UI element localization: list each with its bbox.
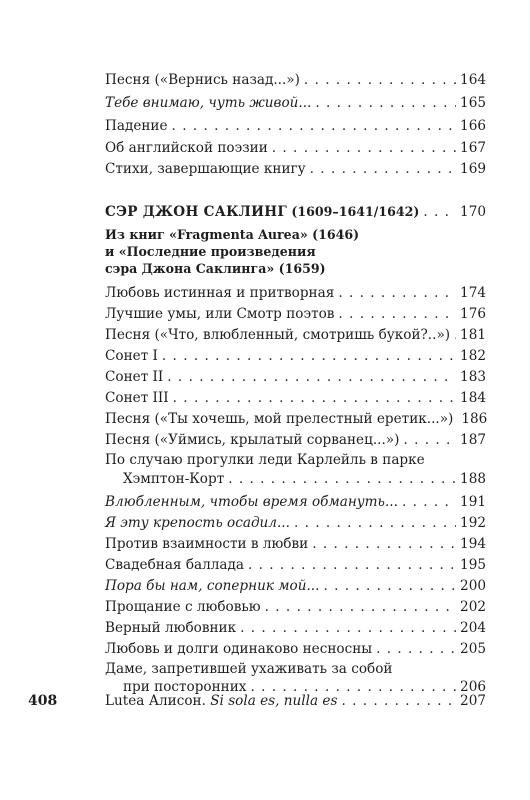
toc-entry-title: Сонет II [105, 369, 164, 385]
toc-entry-title [105, 692, 337, 710]
toc-entry-page: 207 [460, 693, 486, 709]
toc-entry-title-part: Si sola es, nulla es [210, 693, 338, 709]
toc-entry [105, 139, 486, 157]
toc-entry-page: 194 [460, 536, 486, 552]
toc-entry [105, 535, 486, 553]
toc-entry-title: Свадебная баллада [105, 557, 244, 573]
dot-leader [162, 347, 456, 365]
toc-entry-page: 204 [460, 620, 486, 636]
toc-entry-page: 184 [460, 390, 486, 406]
dot-leader [310, 160, 456, 178]
toc-entry [105, 326, 486, 344]
page-number: 408 [28, 693, 58, 709]
toc-entry-title: Лучшие умы, или Смотр поэтов [105, 306, 335, 322]
toc-entry-title: Любовь истинная и притворная [105, 285, 335, 301]
toc-entry-page: 191 [460, 494, 486, 510]
dot-leader [173, 389, 456, 407]
toc-entry-page: 165 [460, 95, 486, 111]
dot-leader [341, 692, 456, 710]
toc-entry [105, 347, 486, 365]
section-title [105, 203, 419, 221]
dot-leader [376, 640, 456, 658]
toc-entry-title: Прощание с любовью [105, 599, 261, 615]
section-page: 170 [460, 204, 486, 220]
toc-entry [105, 493, 486, 511]
toc-entry [105, 556, 486, 574]
dot-leader [240, 619, 456, 637]
source-line [105, 226, 359, 243]
toc-entry [105, 117, 486, 135]
toc-entry [105, 71, 486, 89]
toc-entry-title-part: Lutea Алисон. [105, 693, 206, 709]
dot-leader [338, 284, 456, 302]
toc-entry [105, 619, 486, 637]
dot-leader [315, 94, 456, 112]
toc-entry-page: 176 [460, 306, 486, 322]
toc-entry [105, 389, 486, 407]
toc-entry-title: Об английской поэзии [105, 140, 268, 156]
toc-entry-page: 182 [460, 348, 486, 364]
dot-leader [272, 139, 456, 157]
source-title: сэра Джона Саклинга» [105, 261, 275, 276]
toc-entry-title: Хэмптон-Корт [123, 471, 225, 487]
dot-leader [248, 556, 456, 574]
toc-entry-line: Даме, запретившей ухаживать за собой [105, 661, 393, 677]
toc-entry-page: 174 [460, 285, 486, 301]
dot-leader [323, 577, 456, 595]
toc-entry-page: 186 [461, 411, 488, 427]
toc-entry-page: 166 [460, 118, 486, 134]
toc-entry-page: 169 [460, 161, 486, 177]
toc-entry [105, 94, 486, 112]
toc-entry-title: Песня («Ты хочешь, мой прелестный еретик...») [105, 411, 454, 427]
toc-entry-title: Стихи, завершающие книгу [105, 161, 306, 177]
dot-leader [454, 326, 456, 344]
dot-leader [294, 514, 456, 532]
dot-leader [228, 470, 456, 488]
author-years: (1609–1641/1642) [291, 204, 420, 219]
toc-entry-title: Тебе внимаю, чуть живой... [105, 95, 312, 111]
toc-entry [105, 160, 486, 178]
toc-entry-page: 164 [460, 72, 486, 88]
toc-entry-title: Я эту крепость осадил... [105, 515, 290, 531]
dot-leader [265, 598, 456, 616]
toc-entry-page: 183 [460, 369, 486, 385]
dot-leader [312, 535, 456, 553]
dot-leader [172, 117, 457, 135]
toc-entry [105, 692, 486, 710]
source-line [105, 260, 326, 277]
toc-entry [105, 470, 486, 488]
source-line [105, 243, 316, 260]
toc-entry-page: 205 [460, 641, 486, 657]
source-title: и «Последние произведения [105, 244, 316, 259]
toc-entry-title: Пора бы нам, соперник мой... [105, 578, 320, 594]
toc-entry-page: 206 [460, 679, 486, 695]
toc-entry [105, 368, 486, 386]
toc-entry-title: Против взаимности в любви [105, 536, 309, 552]
author-name: СЭР ДЖОН САКЛИНГ [105, 204, 288, 220]
toc-entry-title: Сонет III [105, 390, 169, 406]
toc-entry [105, 640, 486, 658]
toc-entry-title: Падение [105, 118, 168, 134]
toc-entry [105, 305, 486, 323]
toc-entry-title: при посторонних [123, 679, 247, 695]
toc-entry-title: Сонет I [105, 348, 158, 364]
toc-entry-title: Песня («Вернись назад...») [105, 72, 300, 88]
toc-entry-page: 187 [460, 432, 486, 448]
toc-entry-page: 181 [460, 327, 486, 343]
toc-entry-page: 188 [460, 471, 486, 487]
section-heading [105, 203, 486, 221]
toc-entry [105, 514, 486, 532]
toc-entry-title: Песня («Что, влюбленный, смотришь букой?..») [105, 327, 451, 343]
dot-leader [338, 305, 456, 323]
dot-leader [402, 493, 456, 511]
toc-entry-page: 192 [460, 515, 486, 531]
toc-entry [105, 598, 486, 616]
toc-entry-title: Влюбленным, чтобы время обмануть... [105, 494, 398, 510]
source-year: (1659) [278, 261, 326, 276]
dot-leader [423, 203, 456, 221]
toc-entry-page: 200 [460, 578, 486, 594]
toc-entry [105, 410, 486, 428]
toc-entry [105, 577, 486, 595]
toc-entry [105, 431, 486, 449]
source-title: Из книг «Fragmenta Aurea» [105, 227, 308, 242]
source-year: (1646) [312, 227, 360, 242]
toc-entry-page: 167 [460, 140, 486, 156]
toc-entry-title: Верный любовник [105, 620, 237, 636]
dot-leader [403, 431, 456, 449]
toc-entry-line: По случаю прогулки леди Карлейль в парке [105, 452, 425, 468]
dot-leader [167, 368, 456, 386]
toc-entry-title: Песня («Уймись, крылатый сорванец...») [105, 432, 400, 448]
toc-entry-page: 202 [460, 599, 486, 615]
dot-leader [304, 71, 456, 89]
toc-entry-page: 195 [460, 557, 486, 573]
toc-entry [105, 284, 486, 302]
toc-entry-title: Любовь и долги одинаково несносны [105, 641, 373, 657]
